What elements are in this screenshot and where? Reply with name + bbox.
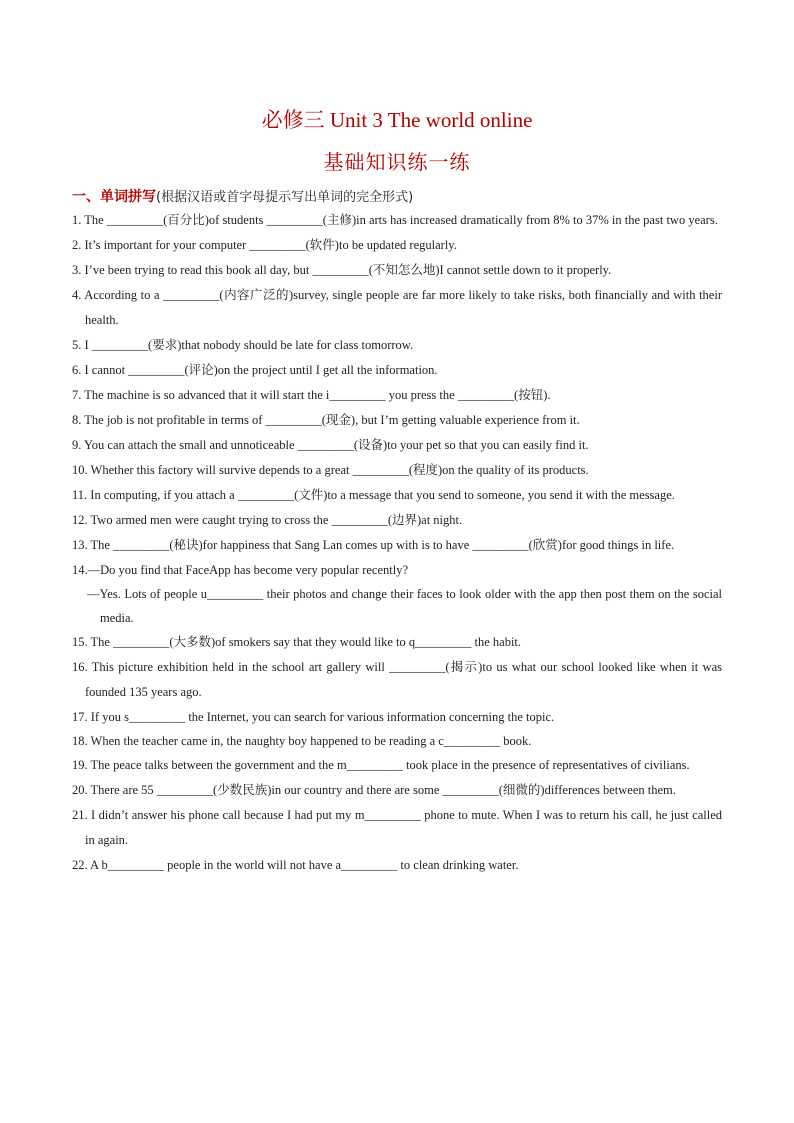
question-item: 14.—Do you find that FaceApp has become very popular recently? [72, 563, 409, 577]
question-item: 16. This picture exhibition held in the school art gallery will _________(揭示)to us what our school looked like when it was founded 135 years ago. [72, 660, 722, 699]
question-item: 20. There are 55 _________(少数民族)in our country and there are some _________(细微的)differences between them. [72, 783, 676, 797]
question-item: 13. The _________(秘诀)for happiness that Sang Lan comes up with is to have _________(欣赏)for good things in life. [72, 538, 675, 552]
page-title: 必修三 Unit 3 The world online [261, 108, 533, 132]
question-item: 12. Two armed men were caught trying to cross the _________(边界)at night. [72, 513, 463, 527]
question-item: 15. The _________(大多数)of smokers say that they would like to q_________ the habit. [72, 635, 522, 649]
question-item: 17. If you s_________ the Internet, you can search for various information concerning the topic. [72, 710, 555, 724]
question-answer-line: —Yes. Lots of people u_________ their photos and change their faces to look older with the app then post them on the social media. [87, 587, 722, 625]
question-item: 8. The job is not profitable in terms of _________(现金), but I’m getting valuable experience from it. [72, 413, 580, 427]
question-list [72, 208, 722, 878]
question-item: 19. The peace talks between the government and the m_________ took place in the presence of representatives of civilians. [72, 758, 690, 772]
section-label: 一、单词拼写 [72, 189, 156, 205]
question-item: 5. I _________(要求)that nobody should be late for class tomorrow. [72, 338, 414, 352]
page-subtitle: 基础知识练一练 [323, 150, 471, 174]
question-item: 6. I cannot _________(评论)on the project until I get all the information. [72, 363, 438, 377]
question-item: 7. The machine is so advanced that it will start the i_________ you press the _________(按钮). [72, 388, 551, 402]
question-item: 21. I didn’t answer his phone call because I had put my m_________ phone to mute. When I was to return his call, he just called in again. [72, 808, 722, 847]
question-item: 10. Whether this factory will survive depends to a great _________(程度)on the quality of its products. [72, 463, 589, 477]
question-item: 1. The _________(百分比)of students _________(主修)in arts has increased dramatically from 8% to 37% in the past two years. [72, 213, 718, 227]
question-item: 4. According to a _________(内容广泛的)survey, single people are far more likely to take risks, both financially and with their health. [72, 288, 722, 327]
question-item: 2. It’s important for your computer _________(软件)to be updated regularly. [72, 238, 457, 252]
question-item: 9. You can attach the small and unnoticeable _________(设备)to your pet so that you can easily find it. [72, 438, 589, 452]
question-item: 18. When the teacher came in, the naughty boy happened to be reading a c_________ book. [72, 734, 532, 748]
question-item: 3. I’ve been trying to read this book all day, but _________(不知怎么地)I cannot settle down to it properly. [72, 263, 612, 277]
question-item: 22. A b_________ people in the world will not have a_________ to clean drinking water. [72, 858, 519, 872]
question-item: 11. In computing, if you attach a _________(文件)to a message that you send to someone, you send it with the message. [72, 488, 675, 502]
section-instruction: (根据汉语或首字母提示写出单词的完全形式) [156, 190, 414, 205]
section-heading [72, 186, 413, 206]
